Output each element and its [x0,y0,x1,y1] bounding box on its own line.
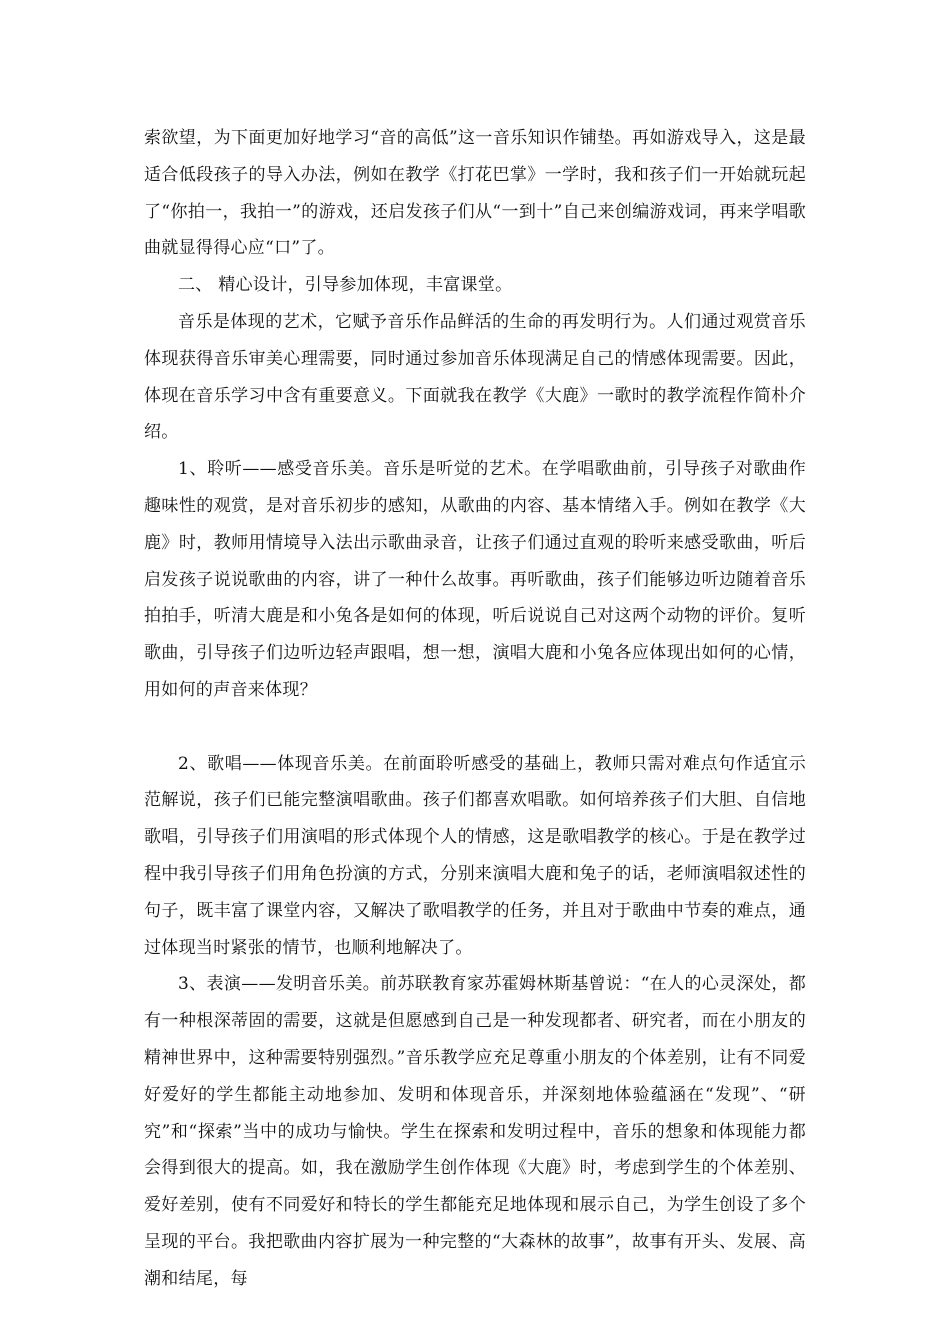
section-heading-two: 二、 精心设计，引导参加体现，丰富课堂。 [178,275,513,296]
paragraph-performing: 3、表演——发明音乐美。前苏联教育家苏霍姆林斯基曾说：“在人的心灵深处，都有一种根深蒂固的需要，这就是但愿感到自己是一种发现都者、研究者，而在小朋友的精神世界中，这种需要特别强烈。”音乐教学应充足尊重小朋友的个体差别，让有不同爱好爱好的学生都能主动地参加、发明和体现音乐，并深刻地体验蕴涵在“发现”、“研究”和“探索”当中的成功与愉快。学生在探索和发明过程中，音乐的想象和体现能力都会得到很大的提高。如，我在激励学生创作体现《大鹿》时，考虑到学生的个体差别、爱好差别，使有不同爱好和特长的学生都能充足地体现和展示自己，为学生创设了多个呈现的平台。我把歌曲内容扩展为一种完整的“大森林的故事”，故事有开头、发展、高潮和结尾，每 [144,974,806,1289]
paragraph-continuation: 索欲望，为下面更加好地学习“音的高低”这一音乐知识作铺垫。再如游戏导入，这是最适合低段孩子的导入办法，例如在教学《打花巴掌》一学时，我和孩子们一开始就玩起了“你拍一，我拍一”的游戏，还启发孩子们从“一到十”自己来创编游戏词，再来学唱歌曲就显得得心应“口”了。 [144,128,806,259]
paragraph-singing: 2、歌唱——体现音乐美。在前面聆听感受的基础上，教师只需对难点句作适宜示范解说，孩子们已能完整演唱歌曲。孩子们都喜欢唱歌。如何培养孩子们大胆、自信地歌唱，引导孩子们用演唱的形式体现个人的情感，这是歌唱教学的核心。于是在教学过程中我引导孩子们用角色扮演的方式，分别来演唱大鹿和兔子的话，老师演唱叙述性的句子，既丰富了课堂内容，又解决了歌唱教学的任务，并且对于歌曲中节奏的难点，通过体现当时紧张的情节，也顺利地解决了。 [144,753,806,958]
document-page [144,120,806,1298]
paragraph-intro: 音乐是体现的艺术，它赋予音乐作品鲜活的生命的再发明行为。人们通过观赏音乐体现获得音乐审美心理需要，同时通过参加音乐体现满足自己的情感体现需要。因此，体现在音乐学习中含有重要意义。下面就我在教学《大鹿》一歌时的教学流程作简朴介绍。 [144,311,806,443]
paragraph-gap [144,709,806,746]
paragraph-listening: 1、聆听——感受音乐美。音乐是听觉的艺术。在学唱歌曲前，引导孩子对歌曲作趣味性的观赏，是对音乐初步的感知，从歌曲的内容、基本情绪入手。例如在教学《大鹿》时，教师用情境导入法出示歌曲录音，让孩子们通过直观的聆听来感受歌曲，听后启发孩子说说歌曲的内容，讲了一种什么故事。再听歌曲，孩子们能够边听边随着音乐拍拍手，听清大鹿是和小兔各是如何的体现，听后说说自己对这两个动物的评价。复听歌曲，引导孩子们边听边轻声跟唱，想一想，演唱大鹿和小兔各应体现出如何的心情，用如何的声音来体现？ [144,459,806,700]
